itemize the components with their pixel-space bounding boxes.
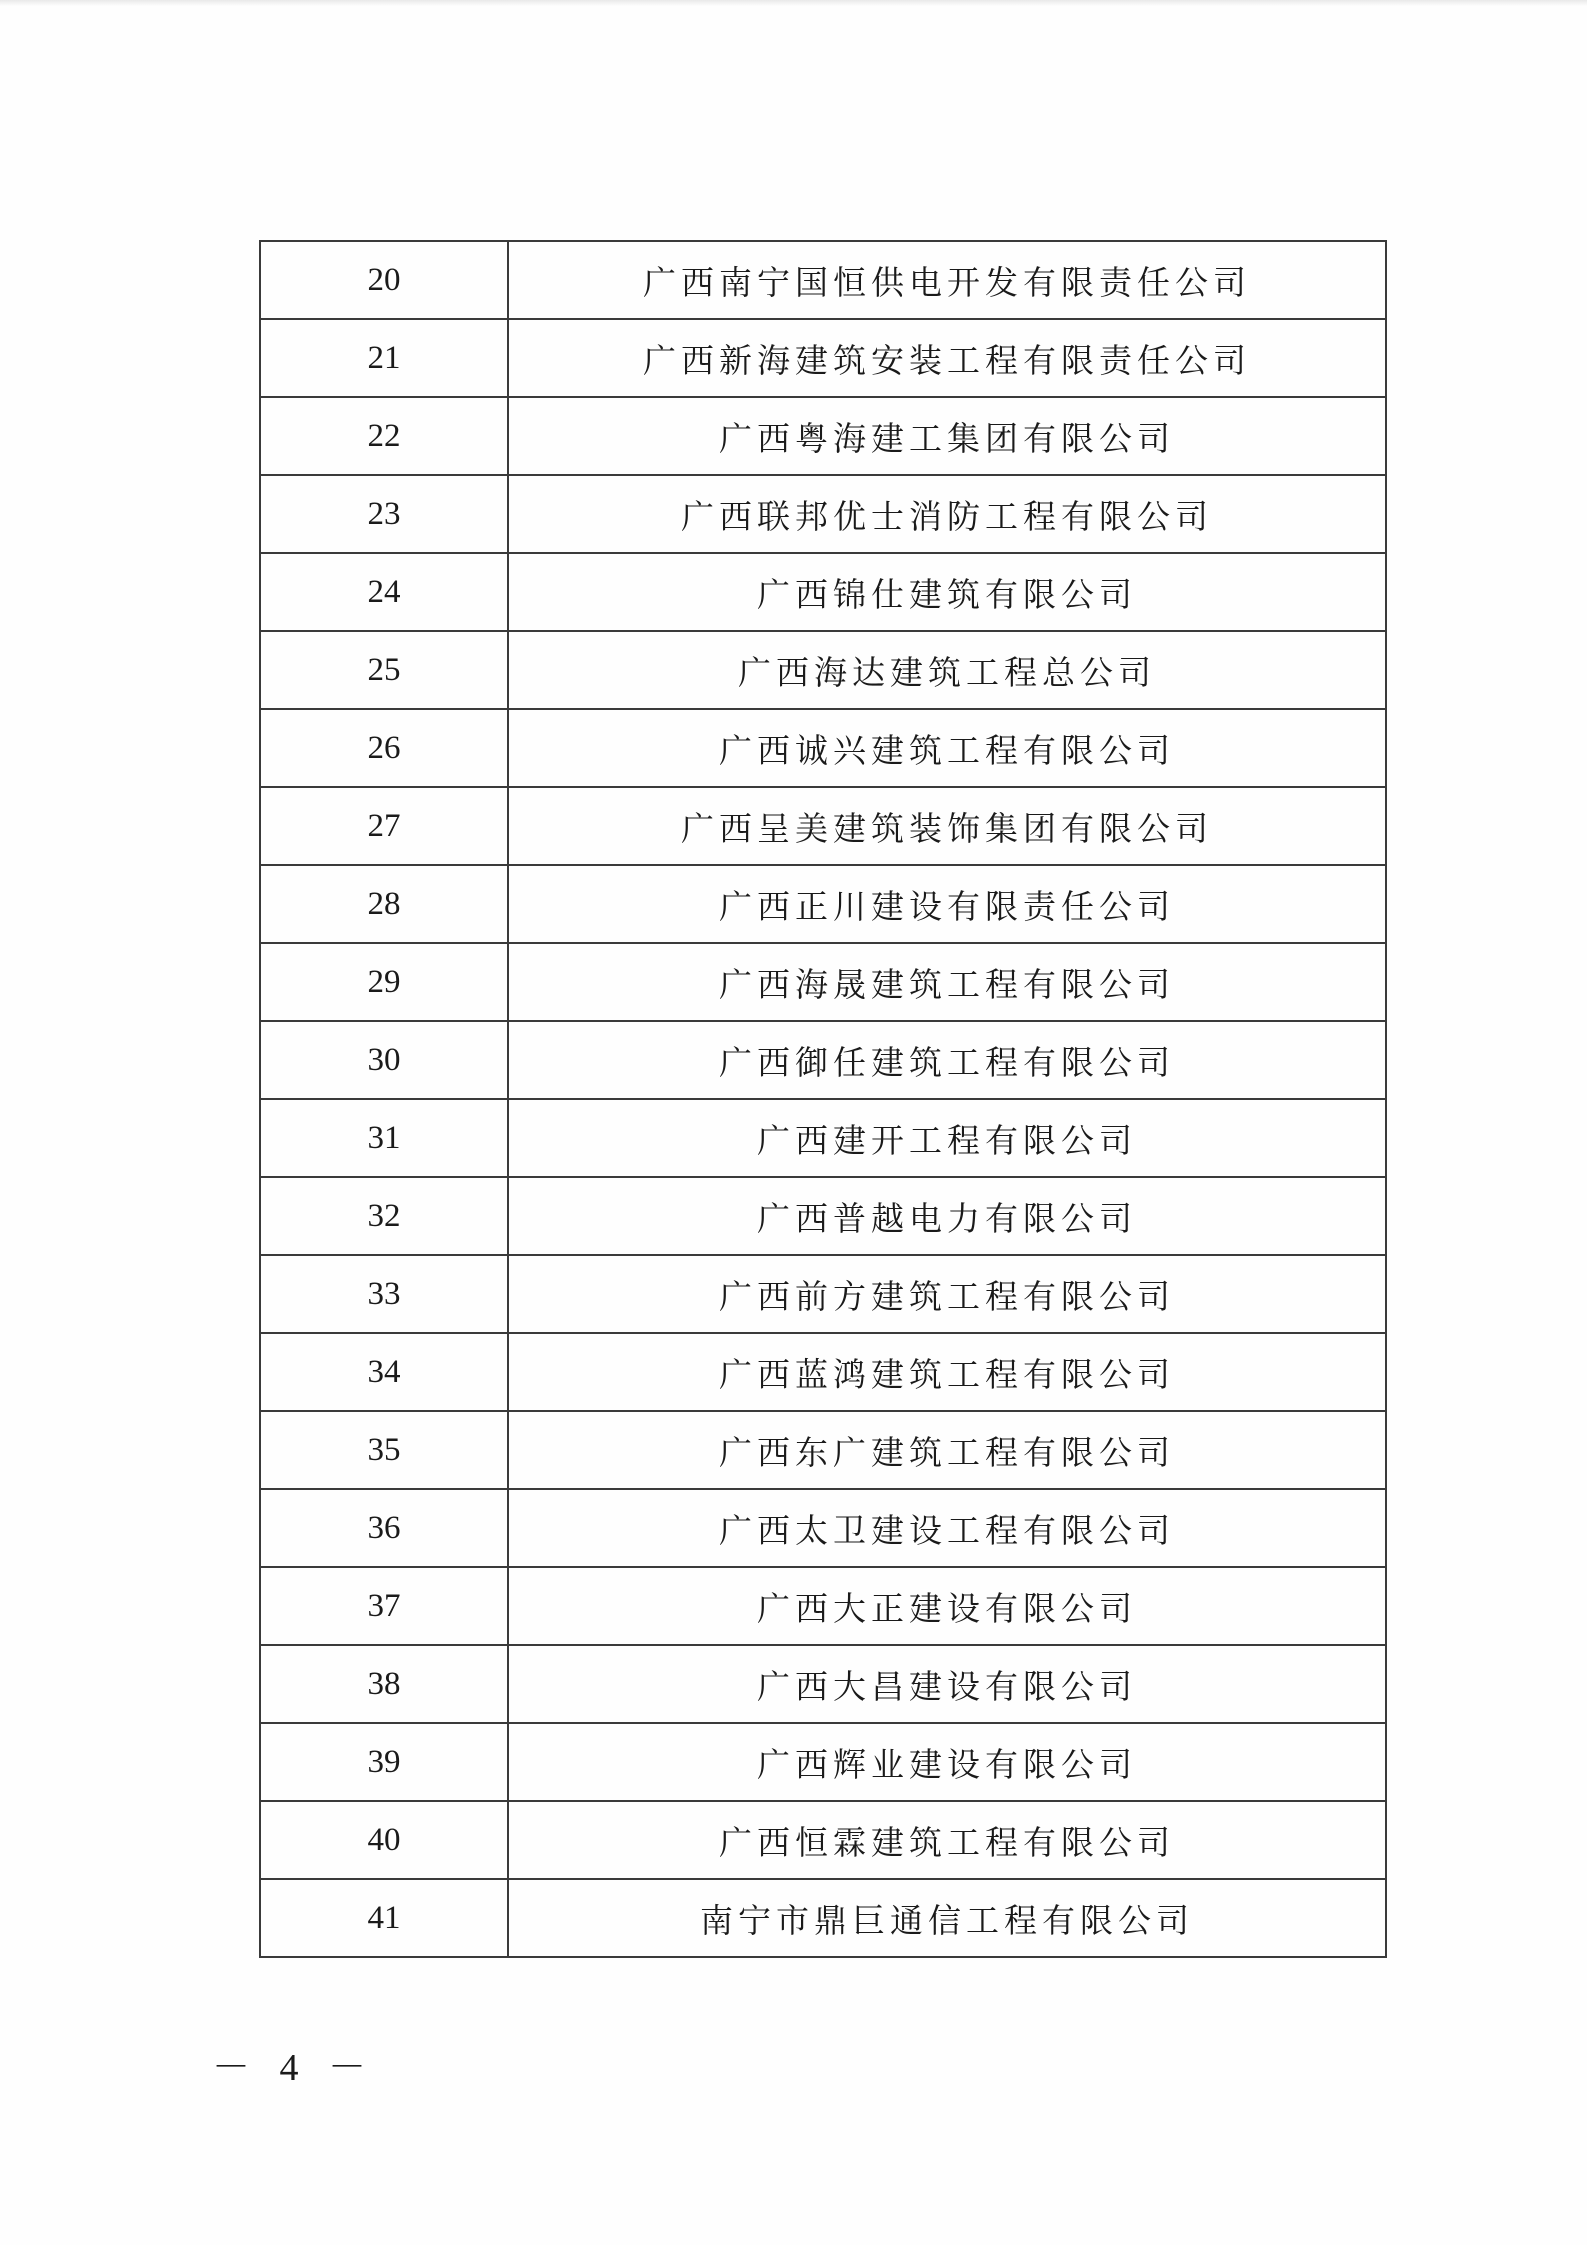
table-row <box>260 1177 1386 1255</box>
table-row <box>260 1879 1386 1957</box>
row-number: 32 <box>260 1177 508 1255</box>
company-name: 广西建开工程有限公司 <box>508 1099 1386 1177</box>
row-number: 30 <box>260 1021 508 1099</box>
company-name: 广西联邦优士消防工程有限公司 <box>508 475 1386 553</box>
table-row <box>260 943 1386 1021</box>
table-row <box>260 1489 1386 1567</box>
table-row <box>260 631 1386 709</box>
row-number: 27 <box>260 787 508 865</box>
company-name: 广西海晟建筑工程有限公司 <box>508 943 1386 1021</box>
table-row <box>260 865 1386 943</box>
table-row <box>260 1099 1386 1177</box>
table-row <box>260 397 1386 475</box>
company-list-body <box>260 241 1386 1957</box>
table-row <box>260 319 1386 397</box>
row-number: 21 <box>260 319 508 397</box>
row-number: 34 <box>260 1333 508 1411</box>
table-row <box>260 1645 1386 1723</box>
row-number: 35 <box>260 1411 508 1489</box>
table-row <box>260 1255 1386 1333</box>
company-name: 广西普越电力有限公司 <box>508 1177 1386 1255</box>
company-name: 广西御任建筑工程有限公司 <box>508 1021 1386 1099</box>
company-name: 广西粤海建工集团有限公司 <box>508 397 1386 475</box>
row-number: 36 <box>260 1489 508 1567</box>
row-number: 25 <box>260 631 508 709</box>
table-row <box>260 553 1386 631</box>
scan-edge <box>0 0 1587 6</box>
row-number: 33 <box>260 1255 508 1333</box>
row-number: 20 <box>260 241 508 319</box>
company-name: 广西海达建筑工程总公司 <box>508 631 1386 709</box>
company-name: 广西大正建设有限公司 <box>508 1567 1386 1645</box>
table-row <box>260 1801 1386 1879</box>
company-name: 广西蓝鸿建筑工程有限公司 <box>508 1333 1386 1411</box>
row-number: 41 <box>260 1879 508 1957</box>
table-row <box>260 241 1386 319</box>
table-row <box>260 1333 1386 1411</box>
row-number: 24 <box>260 553 508 631</box>
company-name: 广西辉业建设有限公司 <box>508 1723 1386 1801</box>
table-row <box>260 709 1386 787</box>
row-number: 22 <box>260 397 508 475</box>
company-name: 广西呈美建筑装饰集团有限公司 <box>508 787 1386 865</box>
company-name: 广西锦仕建筑有限公司 <box>508 553 1386 631</box>
company-name: 广西正川建设有限责任公司 <box>508 865 1386 943</box>
row-number: 28 <box>260 865 508 943</box>
company-name: 广西大昌建设有限公司 <box>508 1645 1386 1723</box>
row-number: 40 <box>260 1801 508 1879</box>
row-number: 37 <box>260 1567 508 1645</box>
row-number: 39 <box>260 1723 508 1801</box>
table-row <box>260 475 1386 553</box>
company-list-table <box>259 240 1387 1958</box>
company-name: 广西前方建筑工程有限公司 <box>508 1255 1386 1333</box>
row-number: 26 <box>260 709 508 787</box>
row-number: 23 <box>260 475 508 553</box>
company-name: 广西诚兴建筑工程有限公司 <box>508 709 1386 787</box>
row-number: 31 <box>260 1099 508 1177</box>
company-name: 广西太卫建设工程有限公司 <box>508 1489 1386 1567</box>
table-row <box>260 787 1386 865</box>
table-row <box>260 1411 1386 1489</box>
row-number: 38 <box>260 1645 508 1723</box>
company-name: 广西东广建筑工程有限公司 <box>508 1411 1386 1489</box>
company-name: 广西南宁国恒供电开发有限责任公司 <box>508 241 1386 319</box>
company-name: 广西恒霖建筑工程有限公司 <box>508 1801 1386 1879</box>
table-row <box>260 1567 1386 1645</box>
table-row <box>260 1723 1386 1801</box>
company-name: 南宁市鼎巨通信工程有限公司 <box>508 1879 1386 1957</box>
company-name: 广西新海建筑安装工程有限责任公司 <box>508 319 1386 397</box>
page-number: － 4 － <box>212 2047 377 2089</box>
row-number: 29 <box>260 943 508 1021</box>
table-row <box>260 1021 1386 1099</box>
